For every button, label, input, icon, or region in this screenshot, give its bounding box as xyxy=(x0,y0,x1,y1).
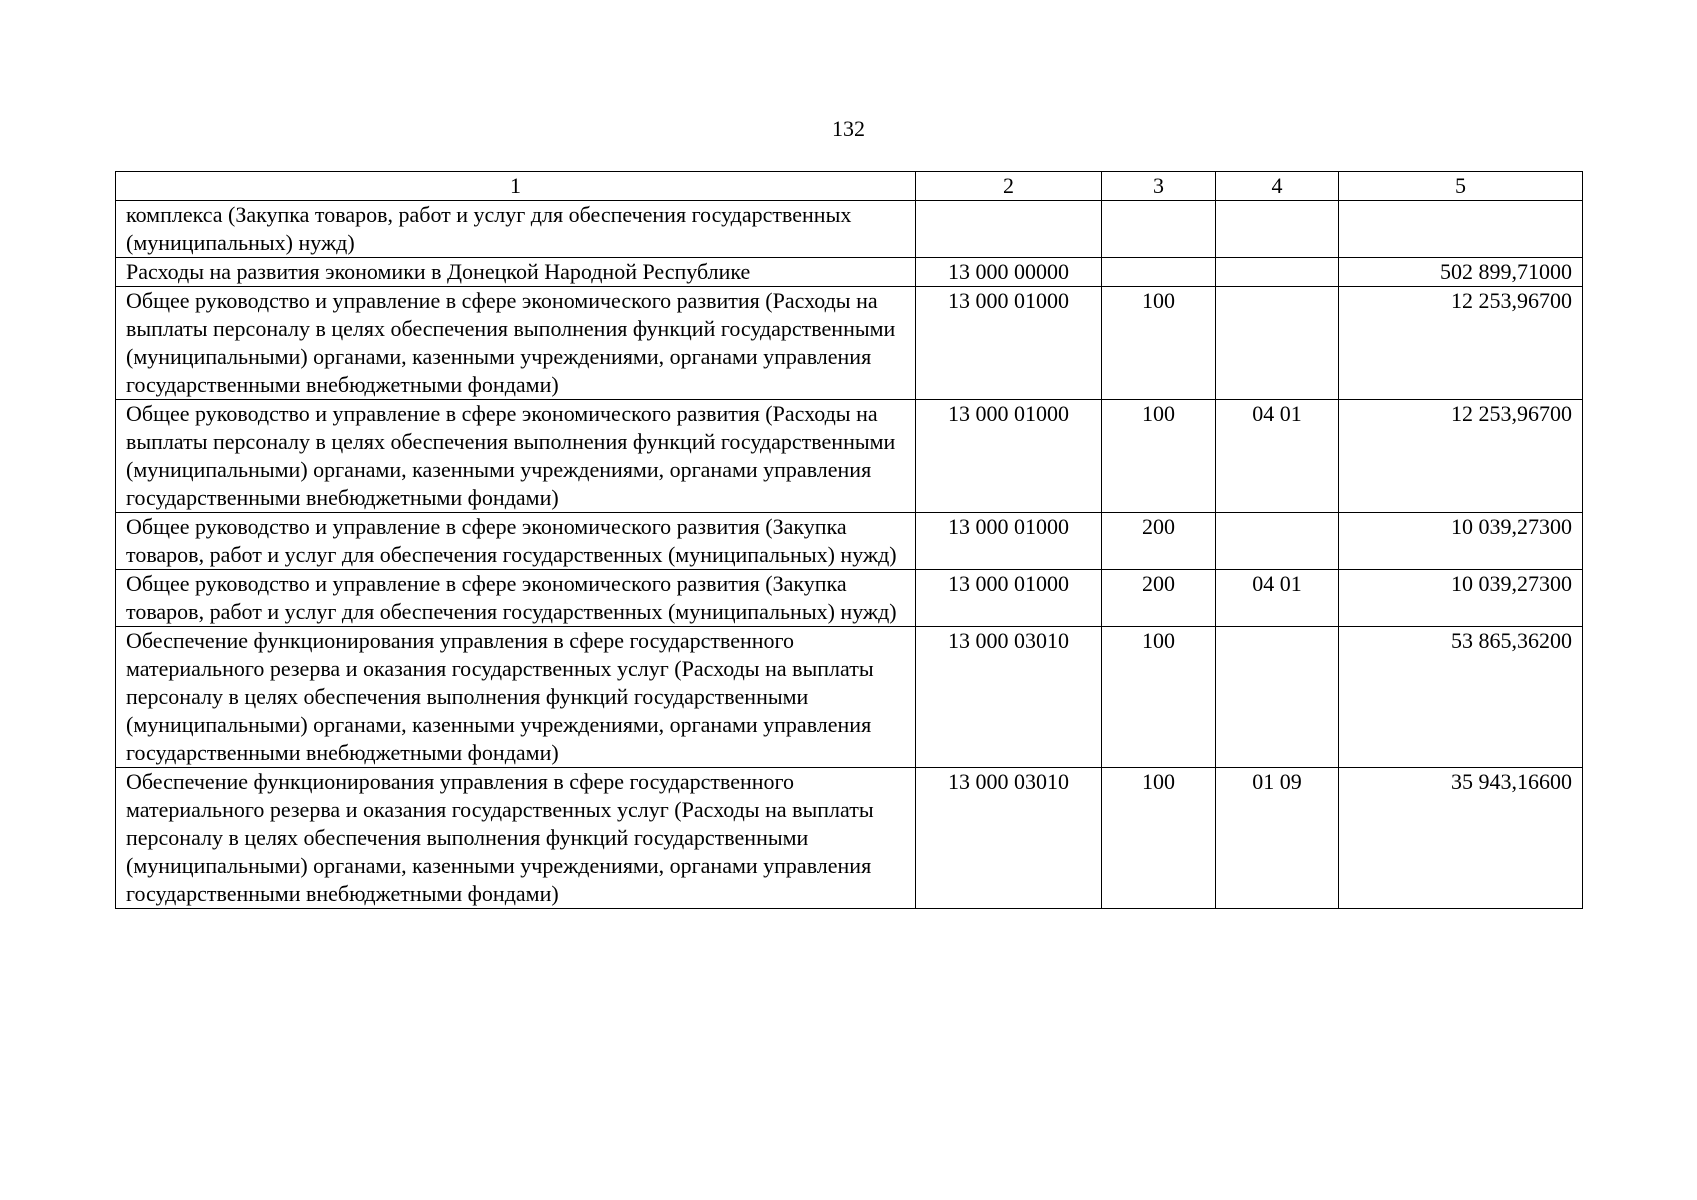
row-expense-type xyxy=(1102,201,1216,258)
header-cell-3: 3 xyxy=(1102,172,1216,201)
row-program-code: 13 000 01000 xyxy=(916,287,1102,400)
row-expense-type: 100 xyxy=(1102,627,1216,768)
row-amount: 53 865,36200 xyxy=(1339,627,1583,768)
row-section-code: 01 09 xyxy=(1216,768,1339,909)
row-amount: 35 943,16600 xyxy=(1339,768,1583,909)
row-description: комплекса (Закупка товаров, работ и услуг для обеспечения государственных (муниципальных) нужд) xyxy=(116,201,916,258)
row-amount: 12 253,96700 xyxy=(1339,287,1583,400)
row-amount: 10 039,27300 xyxy=(1339,570,1583,627)
row-section-code xyxy=(1216,513,1339,570)
row-description: Общее руководство и управление в сфере экономического развития (Закупка товаров, работ и услуг для обеспечения государственных (муниципальных) нужд) xyxy=(116,570,916,627)
row-description: Общее руководство и управление в сфере экономического развития (Закупка товаров, работ и услуг для обеспечения государственных (муниципальных) нужд) xyxy=(116,513,916,570)
budget-table xyxy=(115,171,1583,909)
header-cell-5: 5 xyxy=(1339,172,1583,201)
row-expense-type xyxy=(1102,258,1216,287)
row-program-code: 13 000 00000 xyxy=(916,258,1102,287)
header-cell-2: 2 xyxy=(916,172,1102,201)
row-program-code: 13 000 01000 xyxy=(916,513,1102,570)
row-description: Расходы на развития экономики в Донецкой Народной Республике xyxy=(116,258,916,287)
row-program-code: 13 000 03010 xyxy=(916,768,1102,909)
row-program-code xyxy=(916,201,1102,258)
row-expense-type: 100 xyxy=(1102,400,1216,513)
table-row xyxy=(116,400,1583,513)
row-description: Общее руководство и управление в сфере экономического развития (Расходы на выплаты персоналу в целях обеспечения выполнения функций государственными (муниципальными) органами, казенными учреждениями, органами управления государственными внебюджетными фондами) xyxy=(116,287,916,400)
row-section-code xyxy=(1216,287,1339,400)
table-row xyxy=(116,201,1583,258)
row-section-code xyxy=(1216,627,1339,768)
row-section-code xyxy=(1216,258,1339,287)
row-expense-type: 200 xyxy=(1102,513,1216,570)
row-section-code: 04 01 xyxy=(1216,570,1339,627)
table-row xyxy=(116,627,1583,768)
row-amount: 12 253,96700 xyxy=(1339,400,1583,513)
row-expense-type: 200 xyxy=(1102,570,1216,627)
table-row xyxy=(116,258,1583,287)
row-program-code: 13 000 01000 xyxy=(916,400,1102,513)
row-expense-type: 100 xyxy=(1102,287,1216,400)
row-amount: 10 039,27300 xyxy=(1339,513,1583,570)
row-description: Обеспечение функционирования управления в сфере государственного материального резерва и оказания государственных услуг (Расходы на выплаты персоналу в целях обеспечения выполнения функций государственными (муниципальными) органами, казенными учреждениями, органами управления государственными внебюджетными фондами) xyxy=(116,627,916,768)
row-amount xyxy=(1339,201,1583,258)
table-row xyxy=(116,513,1583,570)
row-description: Обеспечение функционирования управления в сфере государственного материального резерва и оказания государственных услуг (Расходы на выплаты персоналу в целях обеспечения выполнения функций государственными (муниципальными) органами, казенными учреждениями, органами управления государственными внебюджетными фондами) xyxy=(116,768,916,909)
table-row xyxy=(116,768,1583,909)
table-header-row xyxy=(116,172,1583,201)
table-row xyxy=(116,570,1583,627)
row-description: Общее руководство и управление в сфере экономического развития (Расходы на выплаты персоналу в целях обеспечения выполнения функций государственными (муниципальными) органами, казенными учреждениями, органами управления государственными внебюджетными фондами) xyxy=(116,400,916,513)
header-cell-1: 1 xyxy=(116,172,916,201)
row-section-code: 04 01 xyxy=(1216,400,1339,513)
table-row xyxy=(116,287,1583,400)
row-amount: 502 899,71000 xyxy=(1339,258,1583,287)
page-number: 132 xyxy=(832,116,865,141)
row-program-code: 13 000 03010 xyxy=(916,627,1102,768)
row-expense-type: 100 xyxy=(1102,768,1216,909)
row-section-code xyxy=(1216,201,1339,258)
header-cell-4: 4 xyxy=(1216,172,1339,201)
row-program-code: 13 000 01000 xyxy=(916,570,1102,627)
